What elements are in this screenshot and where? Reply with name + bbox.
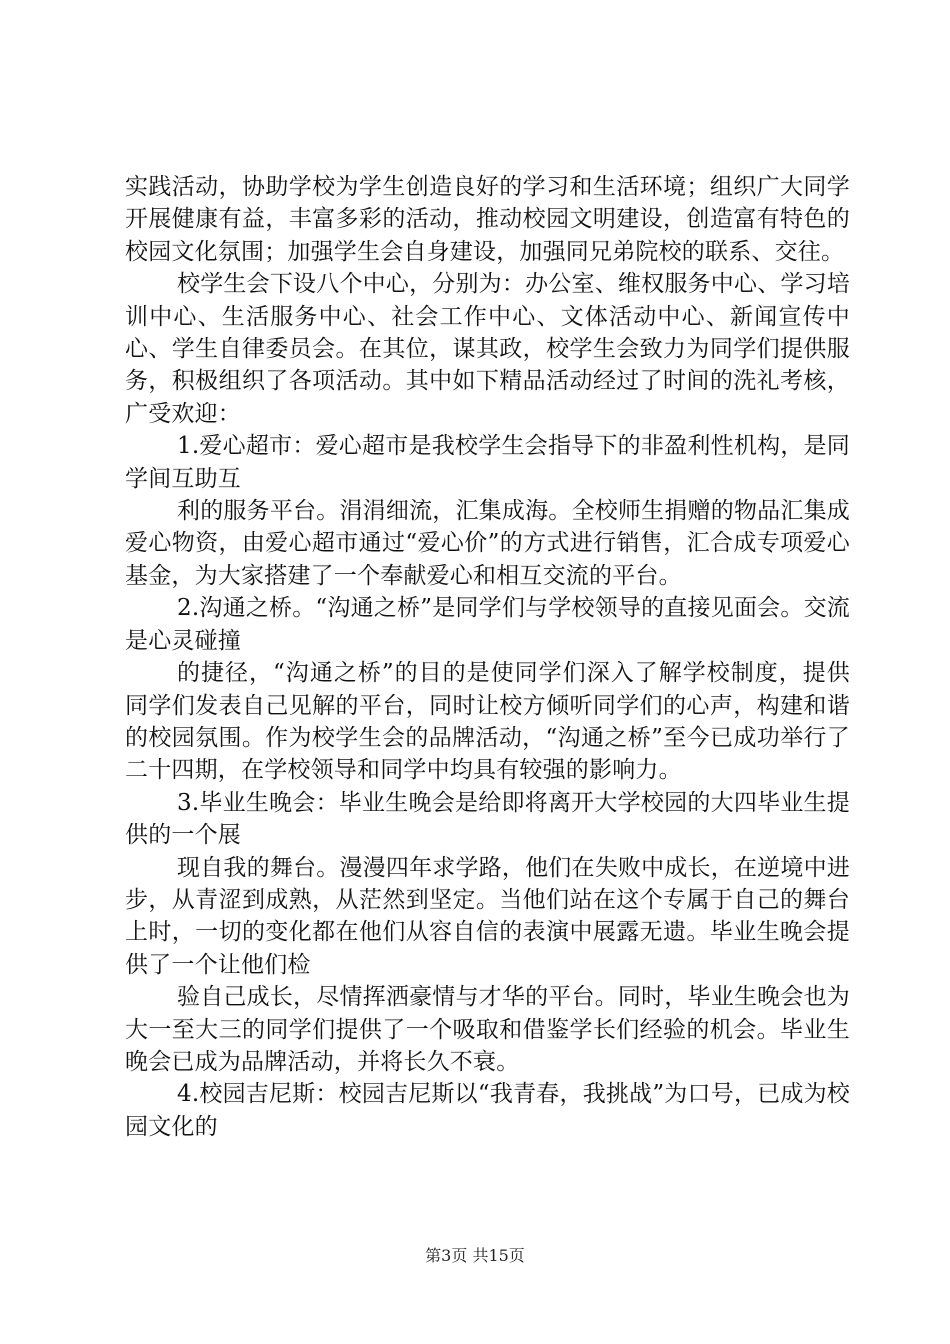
paragraph-7: 3.毕业生晚会：毕业生晚会是给即将离开大学校园的大四毕业生提供的一个展 [125, 789, 850, 849]
paragraph-8: 现自我的舞台。漫漫四年求学路，他们在失败中成长，在逆境中进步，从青涩到成熟，从茫然到坚定。当他们站在这个专属于自己的舞台上时，一切的变化都在他们从容自信的表演中展露无遗。毕业生晚会提供了一个让他们检 [125, 854, 850, 978]
document-body [125, 171, 850, 1143]
paragraph-2: 校学生会下设八个中心，分别为：办公室、维权服务中心、学习培训中心、生活服务中心、社会工作中心、文体活动中心、新闻宣传中心、学生自律委员会。在其位，谋其政，校学生会致力为同学们提供服务，积极组织了各项活动。其中如下精品活动经过了时间的洗礼考核，广受欢迎： [125, 271, 850, 427]
paragraph-10: 4.校园吉尼斯：校园吉尼斯以“我青春，我挑战”为口号，已成为校园文化的 [125, 1081, 850, 1140]
paragraph-4: 利的服务平台。涓涓细流，汇集成海。全校师生捐赠的物品汇集成爱心物资，由爱心超市通过“爱心价”的方式进行销售，汇合成专项爱心基金，为大家搭建了一个奉献爱心和相互交流的平台。 [125, 498, 850, 589]
paragraph-3: 1.爱心超市：爱心超市是我校学生会指导下的非盈利性机构，是同学间互助互 [125, 433, 850, 492]
paragraph-1: 实践活动，协助学校为学生创造良好的学习和生活环境；组织广大同学开展健康有益，丰富多彩的活动，推动校园文明建设，创造富有特色的校园文化氛围；加强学生会自身建设，加强同兄弟院校的联系、交往。 [125, 174, 850, 265]
paragraph-9: 验自己成长，尽情挥洒豪情与才华的平台。同时，毕业生晚会也为大一至大三的同学们提供了一个吸取和借鉴学长们经验的机会。毕业生晚会已成为品牌活动，并将长久不衰。 [125, 984, 850, 1075]
paragraph-6: 的捷径，“沟通之桥”的目的是使同学们深入了解学校制度，提供同学们发表自己见解的平台，同时让校方倾听同学们的心声，构建和谐的校园氛围。作为校学生会的品牌活动，“沟通之桥”至今已成功举行了二十四期，在学校领导和同学中均具有较强的影响力。 [125, 660, 850, 784]
paragraph-5: 2.沟通之桥。“沟通之桥”是同学们与学校领导的直接见面会。交流是心灵碰撞 [125, 595, 850, 654]
page-number-footer: 第3页 共15页 [425, 1246, 525, 1265]
